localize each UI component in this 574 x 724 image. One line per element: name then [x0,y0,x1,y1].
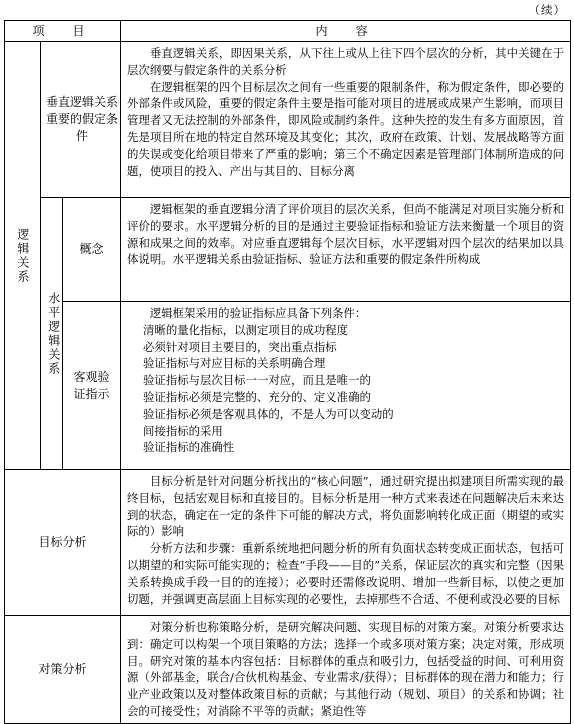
header-content: 内 容 [121,21,571,42]
vertical-label: 垂直逻辑关系重要的假定条件 [45,95,118,143]
indicator-item: 验证指标的准确性 [143,440,235,455]
table-row [5,470,571,616]
indicator-item: 必须针对项目主要目的，突出重点指标 [143,339,337,354]
table-row [5,616,571,724]
table-row [5,198,571,302]
strategy-label: 对策分析 [38,661,87,676]
horizontal-label-cell [41,198,63,470]
vertical-para-1: 垂直逻辑关系，即因果关系，从下往上或从上往下四个层次的分析，其中关键在于层次纲要与假定条件的关系分析 [127,46,565,77]
indicators-intro: 逻辑框架采用的验证指标应具备下列条件： [149,306,367,320]
table-header-row [5,21,571,42]
indicator-item: 验证指标与层次目标一一对应，而且是唯一的 [143,373,371,388]
concept-label: 概念 [79,242,104,257]
indicator-item: 清晰的量化指标，以测定项目的成功程度 [143,322,349,337]
logic-label-cell [5,42,41,470]
goal-para-1: 目标分析是针对问题分析找出的“核心问题”，通过研究提出拟建项目所需实现的最终目标，包括宏观目标和直接目的。目标分析是用一种方式来表述在问题解决后未来达到的状态，确定在一定的条件下可能的解决方式，将负面影响转化成正面（期望的或实际的）影响 [127,474,565,539]
indicators-content [121,302,571,470]
goal-label: 目标分析 [38,535,87,550]
content-table [4,20,571,724]
strategy-content [121,616,571,724]
header-item: 项 目 [5,21,121,42]
strategy-para-1: 对策分析也称策略分析，是研究解决问题、实现目标的对策方案。对策分析要求达到：确定可以构架一个项目策略的方法；选择一个或多项对策方案；决定对策，形成项目。研究对策的基本内容包括：目标群体的重点和吸引力，包括受益的时间、可利用资源（外部基金，联合/合伙机构基金、专业需求/获得）；目标群体的现在潜力和能力；行业产业政策以及对整体政策目标的贡献；与其他行动（规划、项目）的关系和协调；社会的可接受性；对消除不平等的贡献；紧迫性等 [127,620,565,718]
indicator-item: 间接指标的采用 [143,423,223,438]
vertical-content [121,42,571,198]
indicator-item: 验证指标与对应目标的关系明确合理 [143,356,326,371]
vertical-label-cell [41,42,121,198]
goal-label-cell [5,470,121,616]
goal-content [121,470,571,616]
indicator-item: 验证指标必须是客观具体的，不是人为可以变动的 [143,406,394,421]
table-row [5,42,571,198]
goal-para-2: 分析方法和步骤：重新系统地把问题分析的所有负面状态转变成正面状态，包括可以期望的和实际可能实现的；检查“手段——目的”关系，保证层次的真实和完整（因果关系转换成手段一目的的连接）；必要时还需修改说明、增加一些新目标，以使之更加切题，并强调更高层面上目标实现的必要性，去掉那些不合适、不便利或没必要的目标 [127,541,565,606]
concept-text: 逻辑框架的垂直逻辑分清了评价项目的层次关系，但尚不能满足对项目实施分析和评价的要求。水平逻辑分析的目的是通过主要验证指标和验证方法来衡量一个项目的资源和成果之间的效率。对应垂直逻辑每个层次目标，水平逻辑对四个层次的结果加以具体说明。水平逻辑关系由验证指标、验证方法和重要的假定条件所构成 [127,202,565,267]
concept-content [121,198,571,302]
horizontal-label: 水平逻辑关系 [46,291,61,376]
concept-label-cell [63,198,121,302]
strategy-label-cell [5,616,121,724]
indicators-label: 客观验证指示 [73,369,110,401]
indicators-label-cell [63,302,121,470]
continued-mark: （续） [528,3,566,17]
indicator-item: 验证指标必须是完整的、充分的、定义准确的 [143,389,371,404]
table-row [5,302,571,470]
logic-label: 逻辑关系 [15,227,30,284]
vertical-para-2: 在逻辑框架的四个目标层次之间有一些重要的限制条件，称为假定条件，即必要的外部条件或风险，重要的假定条件主要是指可能对项目的进展或成果产生影响，而项目管理者又无法控制的外部条件，即风险或制约条件。这种失控的发生有多方面原因，首先是项目所在地的特定自然环境及其变化；其次，政府在政策、计划、发展战略等方面的失误或变化给项目带来了严重的影响；第三个不确定因素是管理部门体制所造成的问题，使项目的投入、产出与其目的、目标分离 [127,79,565,178]
